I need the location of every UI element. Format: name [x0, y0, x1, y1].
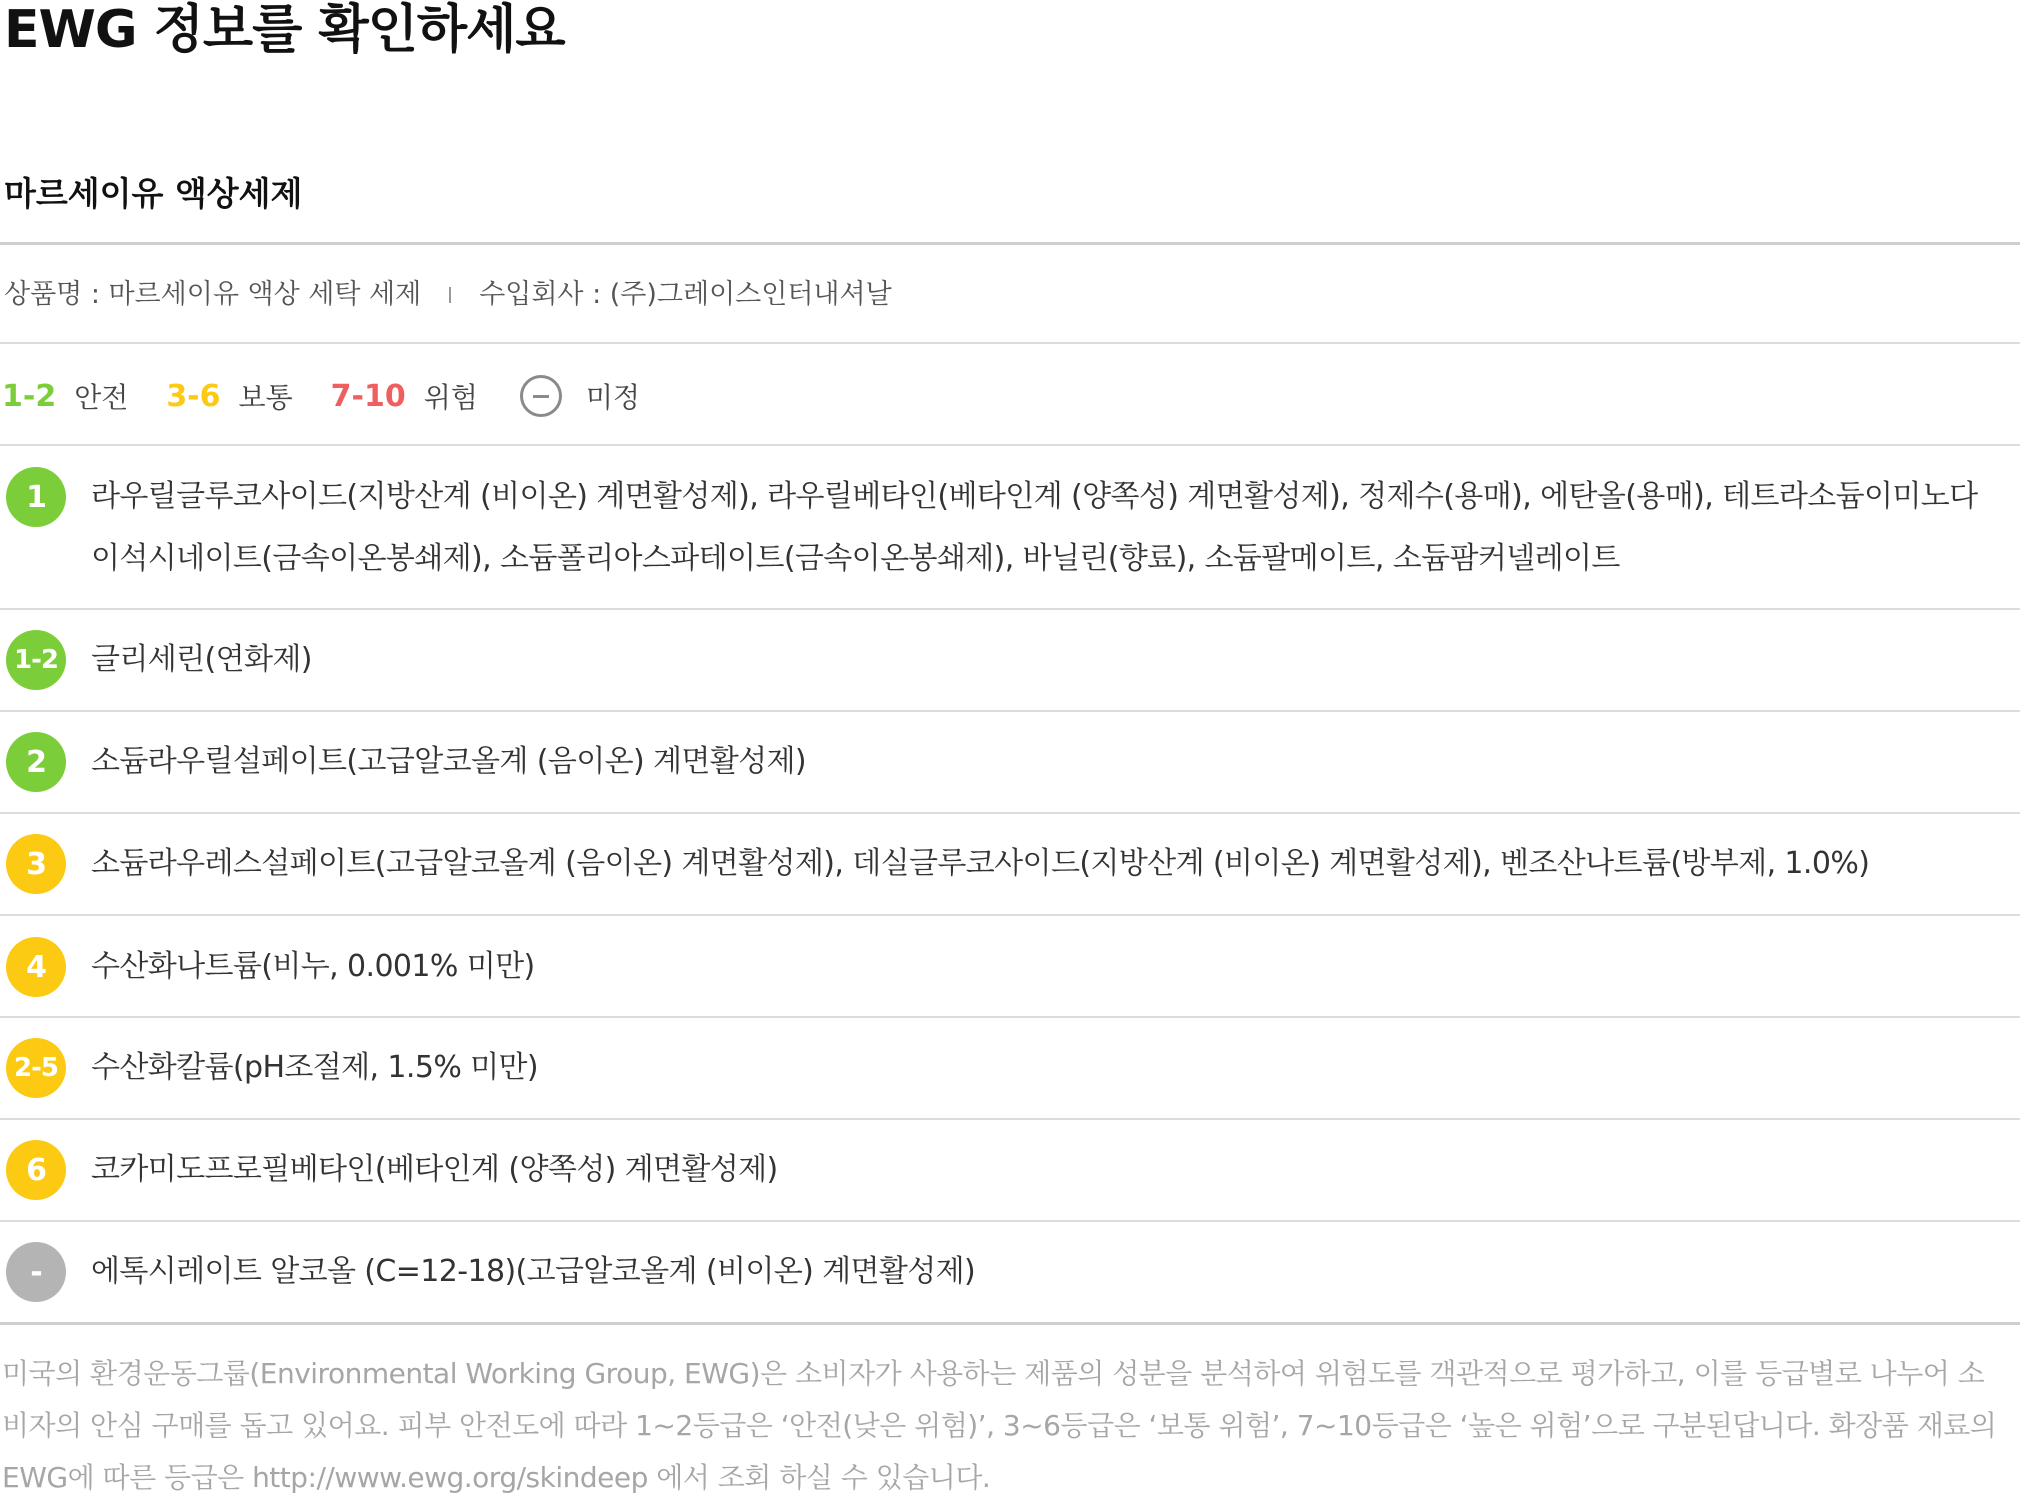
grade-badge — [6, 1038, 66, 1098]
grade-badge — [6, 937, 66, 997]
grade-badge-label: 4 — [26, 949, 46, 985]
ingredient-row — [0, 1222, 2020, 1322]
legend-danger-label: 위험 — [423, 381, 478, 414]
info-separator — [449, 287, 451, 303]
product-name-label: 상품명 : 마르세이유 액상 세탁 세제 — [4, 279, 422, 310]
ingredient-text: 에톡시레이트 알코올 (C=12-18)(고급알코올계 (비이온) 계면활성제) — [91, 1254, 976, 1289]
legend-moderate-label: 보통 — [238, 381, 293, 414]
grade-badge — [6, 732, 66, 792]
divider — [0, 342, 2020, 344]
ingredient-text: 소듐라우릴설페이트(고급알코올계 (음이온) 계면활성제) — [91, 744, 807, 779]
divider — [0, 242, 2020, 245]
legend-moderate-range: 3-6 — [166, 378, 221, 414]
ingredient-row — [0, 446, 2020, 608]
ingredient-text: 소듐라우레스설페이트(고급알코올계 (음이온) 계면활성제), 데실글루코사이드(지방산계 (비이온) 계면활성제), 벤조산나트륨(방부제, 1.0%) — [91, 846, 1870, 881]
ingredient-text: 글리세린(연화제) — [91, 642, 312, 677]
ingredient-text: 코카미도프로필베타인(베타인계 (양쪽성) 계면활성제) — [91, 1152, 778, 1187]
ingredient-text: 수산화칼륨(pH조절제, 1.5% 미만) — [91, 1050, 539, 1085]
legend-danger-range: 7-10 — [330, 378, 406, 414]
grade-badge-label: 3 — [26, 846, 46, 882]
divider — [0, 1322, 2020, 1325]
ingredient-text: 수산화나트륨(비누, 0.001% 미만) — [91, 949, 535, 984]
grade-badge — [6, 467, 66, 527]
importer-label: 수입회사 : (주)그레이스인터내셔날 — [479, 279, 892, 310]
ingredient-row — [0, 712, 2020, 812]
grade-badge — [6, 834, 66, 894]
grade-badge-label: 1 — [26, 479, 46, 515]
grade-badge — [6, 630, 66, 690]
ingredient-row — [0, 1018, 2020, 1118]
grade-legend — [2, 370, 678, 422]
legend-safe-label: 안전 — [74, 381, 129, 414]
grade-badge-label: 2 — [26, 744, 46, 780]
grade-badge-label: 6 — [26, 1152, 46, 1188]
ingredient-row — [0, 916, 2020, 1016]
grade-badge-label: 2-5 — [14, 1053, 58, 1083]
ewg-footnote: 미국의 환경운동그룹(Environmental Working Group, EWG)은 소비자가 사용하는 제품의 성분을 분석하여 위험도를 객관적으로 평가하고, 이를 등급별로 나누어 소비자의 안심 구매를 돕고 있어요. 피부 안전도에 따라 1~2등급은 ‘안전(낮은 위험)’, 3~6등급은 ‘보통 위험’, 7~10등급은 ‘높은 위험’으로 구분된답니다. 화장품 재료의 EWG에 따른 등급은 http://www.ewg.org/skindeep 에서 조회 하실 수 있습니다. — [2, 1357, 1997, 1494]
ingredient-text: 라우릴글루코사이드(지방산계 (비이온) 계면활성제), 라우릴베타인(베타인계 (양쪽성) 계면활성제), 정제수(용매), 에탄올(용매), 테트라소듐이미노다이석시네이트(금속이온봉쇄제), 소듐폴리아스파테이트(금속이온봉쇄제), 바닐린(향료), 소듐팔메이트, 소듐팜커넬레이트 — [91, 479, 1978, 576]
legend-safe-range: 1-2 — [2, 378, 57, 414]
ingredient-row — [0, 814, 2020, 914]
undetermined-minus-icon — [520, 375, 562, 417]
grade-badge-label: - — [30, 1254, 42, 1290]
ingredient-row — [0, 610, 2020, 710]
product-info-row — [4, 272, 892, 318]
legend-undetermined-label: 미정 — [585, 381, 640, 414]
grade-badge — [6, 1140, 66, 1200]
page-title: EWG 정보를 확인하세요 — [4, 0, 565, 60]
grade-badge — [6, 1242, 66, 1302]
product-name: 마르세이유 액상세제 — [4, 174, 303, 213]
grade-badge-label: 1-2 — [14, 645, 58, 675]
ingredient-row — [0, 1120, 2020, 1220]
